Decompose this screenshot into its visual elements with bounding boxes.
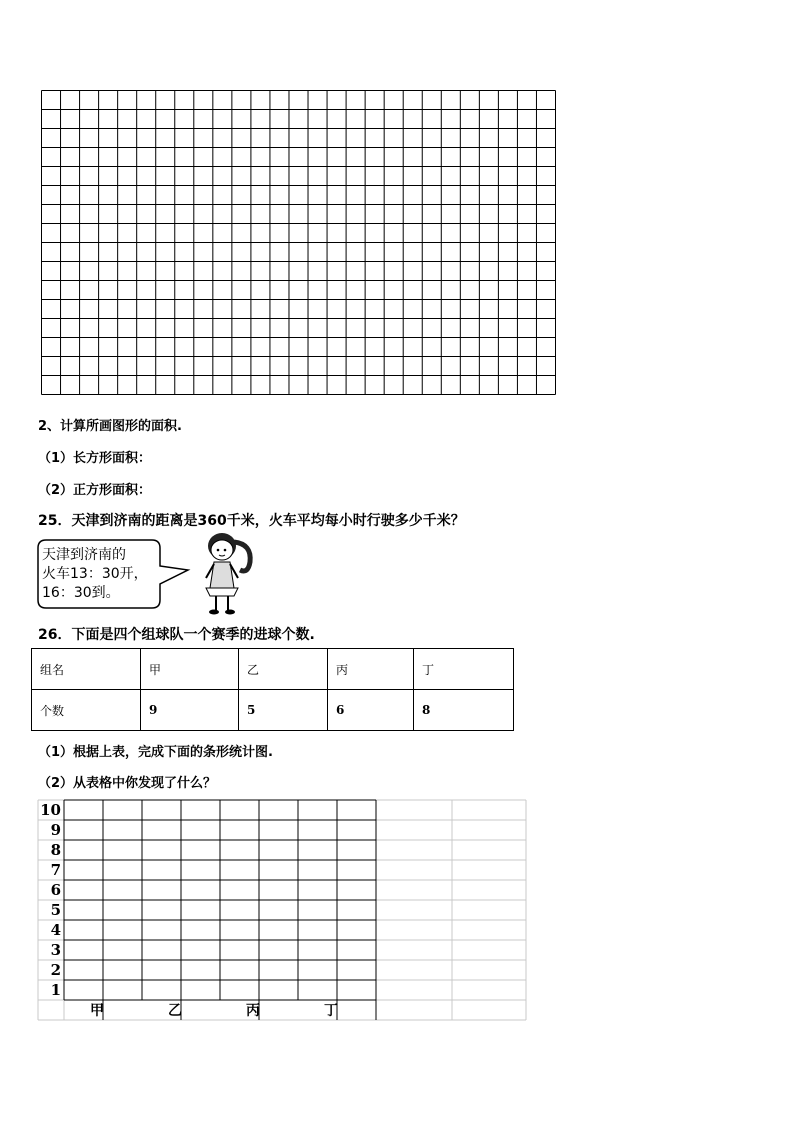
bubble-text bbox=[42, 546, 148, 603]
y-tick-label: 6 bbox=[50, 881, 61, 899]
girl-illustration bbox=[194, 530, 258, 618]
bar-chart-grid[interactable] bbox=[36, 798, 530, 1022]
table-cell: 9 bbox=[141, 690, 239, 731]
table-cell: 组名 bbox=[32, 649, 141, 690]
q2-title: 2、计算所画图形的面积. bbox=[38, 419, 182, 434]
table-cell: 6 bbox=[328, 690, 414, 731]
y-tick-label: 2 bbox=[50, 961, 61, 979]
y-tick-label: 3 bbox=[50, 941, 61, 959]
table-row bbox=[32, 690, 514, 731]
bubble-line: 16：30到。 bbox=[42, 585, 120, 601]
table-row bbox=[32, 649, 514, 690]
y-tick-label: 1 bbox=[50, 981, 61, 999]
y-tick-label: 4 bbox=[50, 921, 61, 939]
table-cell: 个数 bbox=[32, 690, 141, 731]
bubble-line: 火车13：30开， bbox=[42, 566, 148, 582]
category-label: 丁 bbox=[324, 1003, 338, 1019]
bubble-line: 天津到济南的 bbox=[42, 547, 126, 563]
y-tick-label: 8 bbox=[50, 841, 61, 859]
q2-square-area: （2）正方形面积： bbox=[38, 483, 152, 498]
y-tick-label: 10 bbox=[40, 801, 61, 819]
category-label: 甲 bbox=[90, 1003, 104, 1019]
q26-title: 26．下面是四个组球队一个赛季的进球个数. bbox=[38, 627, 315, 643]
category-label: 乙 bbox=[168, 1003, 182, 1019]
table-cell: 丙 bbox=[328, 649, 414, 690]
q25-title: 25．天津到济南的距离是360千米，火车平均每小时行驶多少千米？ bbox=[38, 513, 465, 529]
category-label: 丙 bbox=[246, 1003, 260, 1019]
y-tick-label: 5 bbox=[50, 901, 61, 919]
goals-table bbox=[31, 648, 514, 731]
table-cell: 乙 bbox=[239, 649, 328, 690]
drawing-grid[interactable] bbox=[40, 89, 558, 397]
y-tick-label: 9 bbox=[50, 821, 61, 839]
q2-rect-area: （1）长方形面积： bbox=[38, 451, 152, 466]
y-tick-label: 7 bbox=[50, 861, 61, 879]
table-cell: 5 bbox=[239, 690, 328, 731]
table-cell: 丁 bbox=[414, 649, 514, 690]
table-cell: 甲 bbox=[141, 649, 239, 690]
q26-sub2: （2）从表格中你发现了什么？ bbox=[38, 776, 217, 791]
q26-sub1: （1）根据上表，完成下面的条形统计图. bbox=[38, 745, 273, 760]
table-cell: 8 bbox=[414, 690, 514, 731]
